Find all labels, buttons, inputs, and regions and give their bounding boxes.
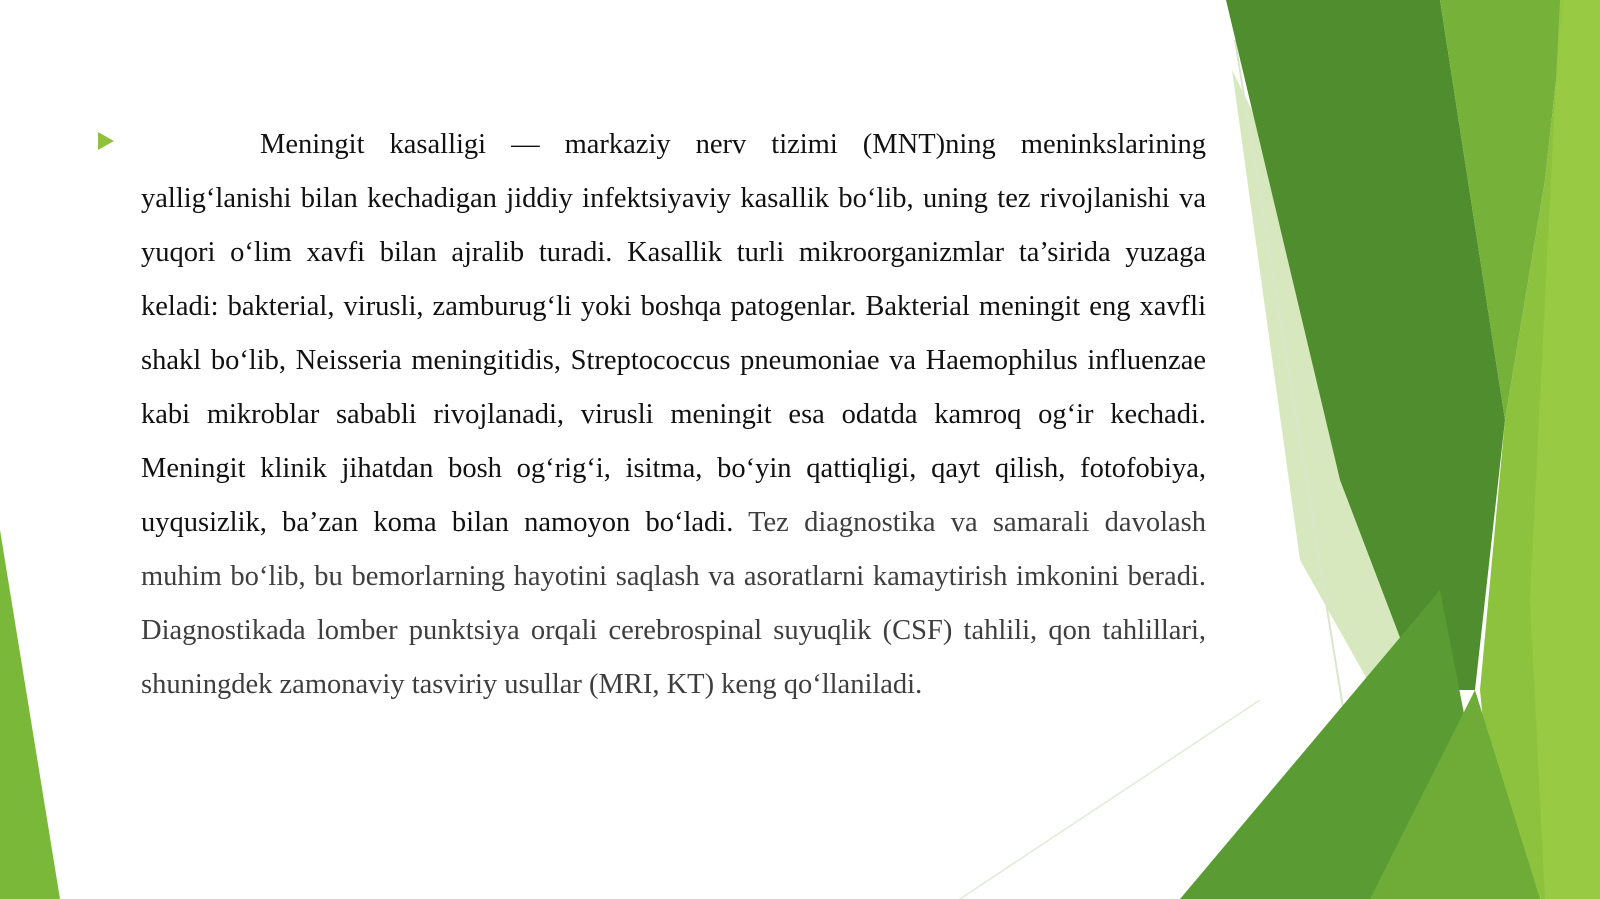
body-main-text: Meningit kasalligi — markaziy nerv tizimi (MNT)ning meninkslarining yallig‘lanishi bilan kechadigan jiddiy infektsiyaviy kasallik bo‘lib, uning tez rivojlanishi va yuqori o‘lim xavfi bilan ajralib turadi. Kasallik turli mikroorganizmlar ta’sirida yuzaga keladi: bakterial, virusli, zamburug‘li yoki boshqa patogenlar. Bakterial meningit eng xavfli shakl bo‘lib, Neisseria meningitidis, Streptococcus pneumoniae va Haemophilus influenzae kabi mikroblar sababli rivojlanadi, virusli meningit esa odatda kamroq og‘ir kechadi. Meningit klinik jihatdan bosh og‘rig‘i, isitma, bo‘yin qattiqligi, qayt qilish, fotofobiya, uyqusizlik, ba’zan koma bilan namoyon bo‘ladi. — [141, 129, 1206, 538]
left-green-sliver — [0, 530, 60, 899]
body-muted-text: Tez diagnostika va samarali davolash muhim bo‘lib, bu bemorlarning hayotini saqlash va asoratlarni kamaytirish imkonini beradi. Diagnostikada lomber punktsiya orqali cerebrospinal suyuqlik (CSF) tahlili, qon tahlillari, shuningdek zamonaviy tasviriy usullar (MRI, KT) keng qo‘llaniladi. — [141, 507, 1206, 700]
triangle-bullet-icon — [98, 132, 114, 150]
body-paragraph — [141, 118, 1206, 712]
